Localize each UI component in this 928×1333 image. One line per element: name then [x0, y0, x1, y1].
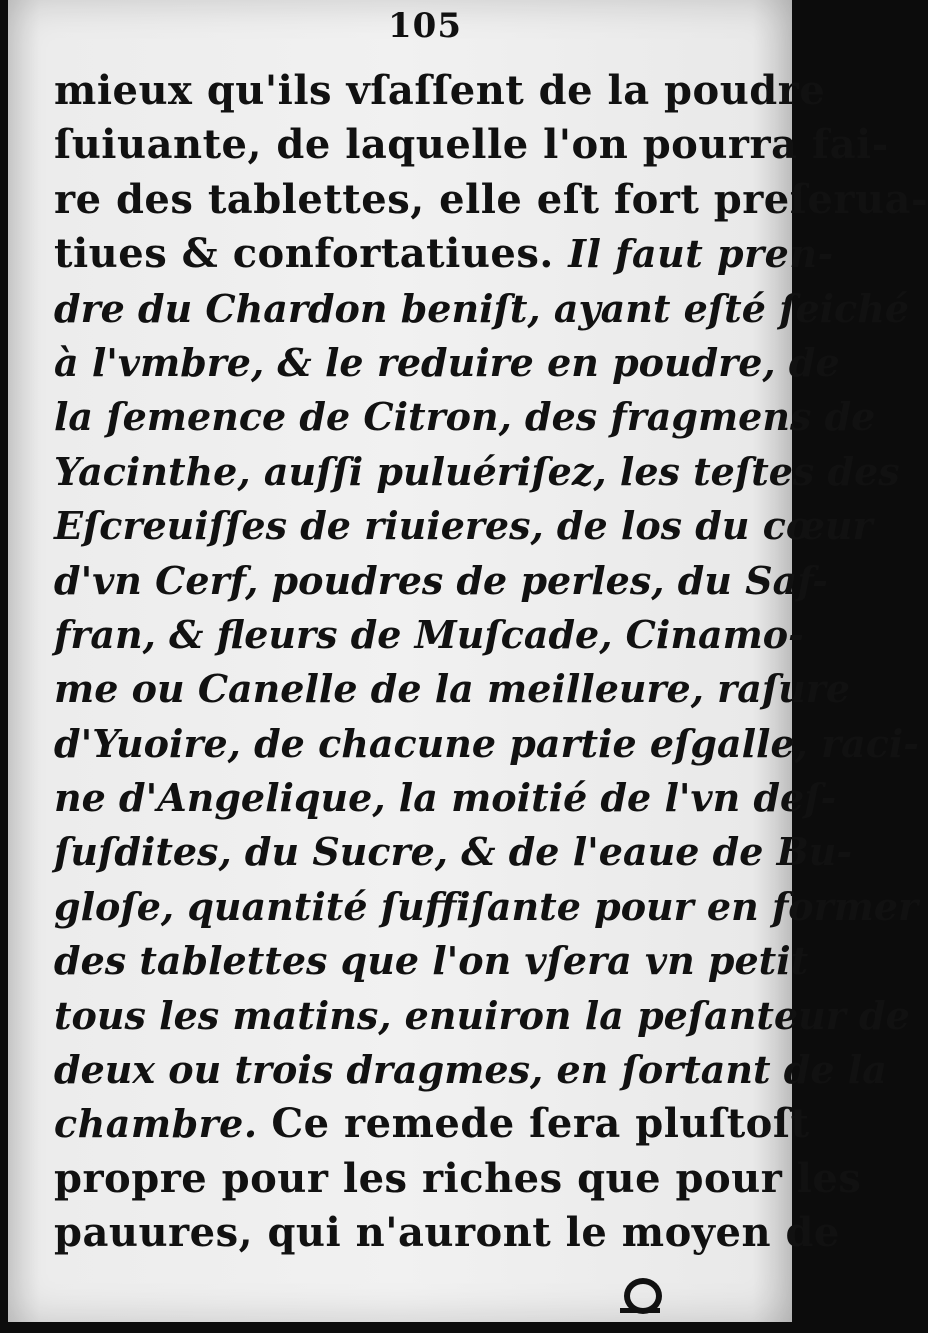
- text-line: ne d'Angelique, la moitié de l'vn deſ-: [54, 775, 837, 821]
- text-line: Yacinthe, auſſi puluériſez, les teſtes des: [54, 448, 900, 494]
- text-line: deux ou trois dragmes, en ſortant de la: [54, 1047, 887, 1093]
- text-line: mieux qu'ils vſaſſent de la poudre: [54, 67, 826, 114]
- text-line: tous les matins, enuiron la peſanteur de: [54, 992, 910, 1038]
- text-line: à l'vmbre, & le reduire en poudre, de: [54, 339, 840, 385]
- text-line: d'Yuoire, de chacune partie eſgalle, raci-: [54, 720, 920, 766]
- text-line: dre du Chardon beniſt, ayant eſté ſeiché: [54, 285, 909, 331]
- body-text: [54, 64, 928, 1261]
- catchword-mark: [620, 1272, 660, 1312]
- text-line: ſuiuante, de laquelle l'on pourra fai-: [54, 121, 889, 169]
- text-line: d'vn Cerf, poudres de perles, du Saf-: [54, 557, 828, 603]
- text-line: me ou Canelle de la meilleure, raſure: [54, 666, 850, 712]
- text-line: [54, 227, 834, 281]
- text-line: Eſcreuiſſes de riuieres, de los du cœur: [54, 503, 873, 549]
- text-line: [54, 1097, 810, 1151]
- text-line-roman-part: tiues & confortatiues.: [54, 230, 569, 278]
- text-line: des tablettes que l'on vſera vn petit: [54, 938, 809, 984]
- text-line-italic-part: Il faut pren-: [568, 231, 834, 277]
- text-line-roman-part: Ce remede ſera pluſtoſt: [271, 1100, 810, 1148]
- page-number: 105: [388, 6, 462, 46]
- text-line-italic-part: chambre.: [54, 1101, 272, 1147]
- catchword-tail: [620, 1308, 660, 1313]
- text-line: ſuſdites, du Sucre, & de l'eaue de Bu-: [54, 829, 853, 875]
- page-paper: [8, 0, 928, 1322]
- text-line: propre pour les riches que pour les: [54, 1154, 862, 1202]
- text-line: la ſemence de Citron, des fragmens de: [54, 394, 876, 440]
- text-line: gloſe, quantité ſuffiſante pour en former: [54, 883, 919, 929]
- text-line: re des tablettes, elle eſt fort preſerua-: [54, 175, 928, 223]
- text-line: fran, & fleurs de Muſcade, Cinamo-: [54, 611, 804, 657]
- text-line: pauures, qui n'auront le moyen de: [54, 1209, 840, 1257]
